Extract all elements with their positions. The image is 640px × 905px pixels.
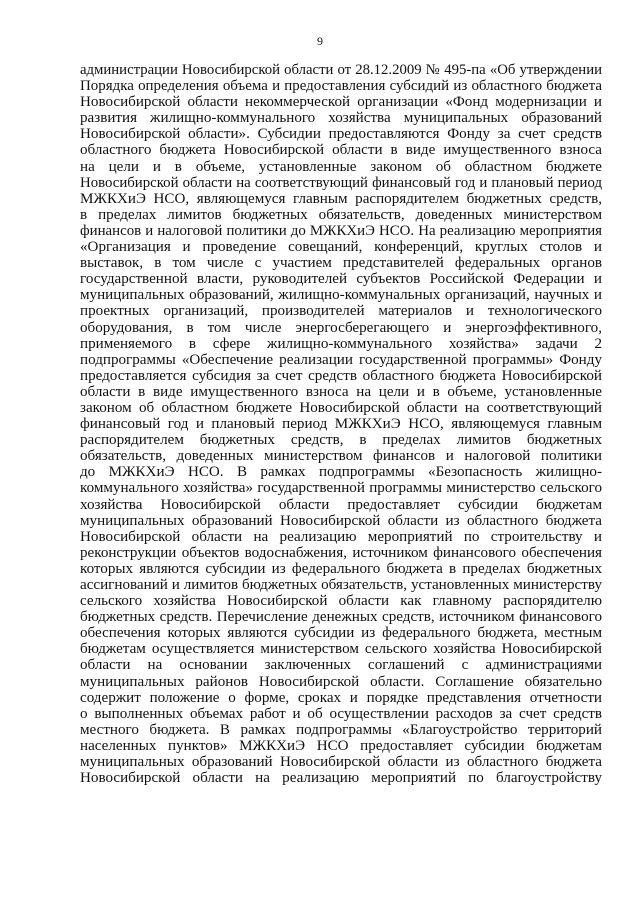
text-line: подпрограммы «Обеспечение реализации государственной программы» Фонду [80, 351, 602, 368]
text-line: ассигнований и лимитов бюджетных обязательств, установленных министерству [80, 577, 602, 593]
text-line: сельского хозяйства Новосибирской области как главному распорядителю [80, 593, 602, 610]
text-line: Новосибирской области на реализацию мероприятий по строительству и [80, 528, 602, 545]
text-line: коммунального хозяйства» государственной программы министерство сельского [80, 480, 602, 497]
text-line: населенных пунктов» МЖКХиЭ НСО предоставляет субсидии бюджетам [80, 737, 602, 754]
text-line: хозяйства Новосибирской области предоставляет субсидии бюджетам [80, 496, 602, 513]
text-line: применяемого в сфере жилищно-коммунального хозяйства» задачи 2 [80, 335, 602, 352]
text-line: предоставляется субсидия за счет средств областного бюджета Новосибирской [80, 367, 602, 384]
text-line: обеспечения которых являются субсидии из федерального бюджета, местным [80, 625, 602, 642]
text-line: администрации Новосибирской области от 28.12.2009 № 495-па «Об утверждении [80, 62, 602, 78]
text-line: Новосибирской области на реализацию мероприятий по благоустройству [80, 770, 602, 787]
text-line: области в виде имущественного взноса на цели и в объеме, установленные [80, 383, 602, 400]
text-line: муниципальных образований Новосибирской области из областного бюджета [80, 754, 602, 771]
text-line: «Организация и проведение совещаний, конференций, круглых столов и [80, 239, 602, 256]
text-line: в пределах лимитов бюджетных обязательств, доведенных министерством [80, 206, 602, 223]
text-line: областного бюджета Новосибирской области в виде имущественного взноса [80, 142, 602, 159]
text-line: бюджетных средств. Перечисление денежных средств, источником финансового [80, 609, 602, 626]
text-line: на цели и в объеме, установленные законом об областном бюджете [80, 158, 602, 175]
text-line: реконструкции объектов водоснабжения, источником финансового обеспечения [80, 544, 602, 561]
text-line: муниципальных образований Новосибирской области из областного бюджета [80, 512, 602, 529]
text-line: муниципальных районов Новосибирской области. Соглашение обязательно [80, 673, 602, 690]
body-paragraph [80, 62, 602, 786]
text-line: обязательств, доведенных министерством финансов и налоговой политики [80, 448, 602, 465]
text-line: до МЖКХиЭ НСО. В рамках подпрограммы «Безопасность жилищно- [80, 464, 602, 481]
text-line: финансовый год и плановый период МЖКХиЭ НСО, являющемуся главным [80, 416, 602, 433]
text-line: Порядка определения объема и предоставления субсидий из областного бюджета [80, 78, 602, 95]
text-line: оборудования, в том числе энергосберегающего и энергоэффективного, [80, 319, 602, 336]
text-line: Новосибирской области». Субсидии предоставляются Фонду за счет средств [80, 126, 602, 143]
text-line: Новосибирской области на соответствующий финансовый год и плановый период [80, 174, 602, 191]
text-line: финансов и налоговой политики до МЖКХиЭ НСО. На реализацию мероприятия [80, 222, 602, 239]
text-line: развития жилищно-коммунального хозяйства муниципальных образований [80, 110, 602, 127]
text-line: распорядителем бюджетных средств, в пределах лимитов бюджетных [80, 432, 602, 449]
text-line: о выполненных объемах работ и об осуществлении расходов за счет средств [80, 705, 602, 722]
text-line: государственной власти, руководителей субъектов Российской Федерации и [80, 271, 602, 288]
text-line: местного бюджета. В рамках подпрограммы «Благоустройство территорий [80, 721, 602, 738]
text-line: выставок, в том числе с участием представителей федеральных органов [80, 255, 602, 272]
text-line: Новосибирской области некоммерческой организации «Фонд модернизации и [80, 94, 602, 111]
text-line: бюджетам осуществляется министерством сельского хозяйства Новосибирской [80, 641, 602, 658]
text-line: законом об областном бюджете Новосибирской области на соответствующий [80, 399, 602, 416]
text-line: МЖКХиЭ НСО, являющемуся главным распорядителем бюджетных средств, [80, 190, 602, 207]
text-line: которых являются субсидии из федерального бюджета в пределах бюджетных [80, 560, 602, 577]
text-line: проектных организаций, производителей материалов и технологического [80, 303, 602, 320]
text-line: области на основании заключенных соглашений с администрациями [80, 657, 602, 674]
text-line: муниципальных образований, жилищно-коммунальных организаций, научных и [80, 287, 602, 304]
page-number: 9 [317, 34, 323, 48]
text-line: содержит положение о форме, сроках и порядке представления отчетности [80, 689, 602, 706]
